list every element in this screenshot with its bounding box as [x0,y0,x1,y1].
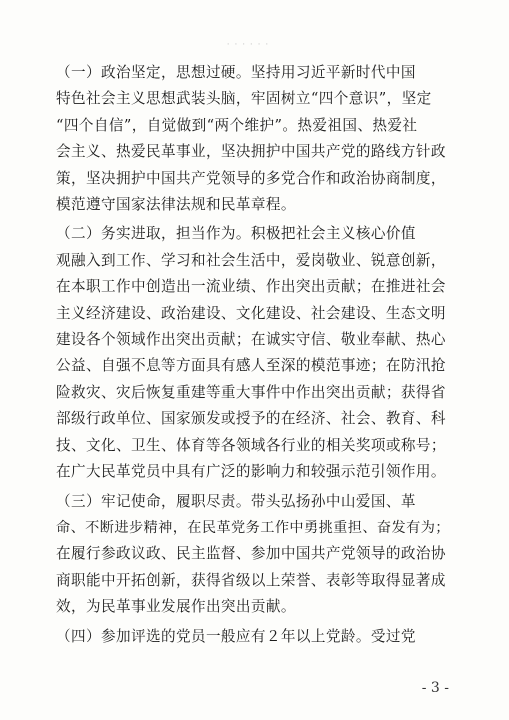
paragraph-line: （三）牢记使命，履职尽责。带头弘扬孙中山爱国、革 [56,492,416,510]
paragraph-line: 效，为民革事业发展作出突出贡献。 [56,598,296,616]
paragraph-line: 商职能中开拓创新，获得省级以上荣誉、表彰等取得显著成 [56,571,446,589]
paragraph-line: 在履行参政议政、民主监督、参加中国共产党领导的政治协 [56,545,446,563]
paragraph-3 [56,489,452,621]
paragraph-line: （二）务实进取，担当作为。积极把社会主义核心价值 [56,225,416,243]
paragraph-line: 险救灾、灾后恢复重建等重大事件中作出突出贡献；获得省 [56,383,446,401]
paragraph-2 [56,221,452,485]
paragraph-line: 模范遵守国家法律法规和民革章程。 [56,196,296,214]
paragraph-line: 策，坚决拥护中国共产党领导的多党合作和政治协商制度， [56,169,446,187]
paragraph-line: 建设各个领域作出突出贡献；在诚实守信、敬业奉献、热心 [56,331,446,349]
paragraph-line: 会主义、热爱民革事业，坚决拥护中国共产党的路线方针政 [56,143,446,161]
paragraph-line: 公益、自强不息等方面具有感人至深的模范事迹；在防汛抢 [56,357,446,375]
paragraph-line: 部级行政单位、国家颁发或授予的在经济、社会、教育、科 [56,410,446,428]
paragraph-line: （四）参加评选的党员一般应有２年以上党龄。受过党 [56,627,416,645]
document-body [56,60,452,653]
paragraph-line: 主义经济建设、政治建设、文化建设、社会建设、生态文明 [56,304,446,322]
page-number: - 3 - [421,680,449,696]
paragraph-line: “四个自信”，自觉做到“两个维护”。热爱祖国、热爱社 [56,116,418,134]
paragraph-1 [56,60,452,218]
paragraph-line: （一）政治坚定，思想过硬。坚持用习近平新时代中国 [56,64,416,81]
paragraph-line: 技、文化、卫生、体育等各领域各行业的相关奖项或称号； [56,436,446,454]
paragraph-line: 观融入到工作、学习和社会生活中，爱岗敬业、锐意创新， [56,251,446,269]
paragraph-line: 特色社会主义思想武装头脑，牢固树立“四个意识”，坚定 [56,90,432,108]
paragraph-4 [56,624,452,650]
paragraph-line: 在广大民革党员中具有广泛的影响力和较强示范引领作用。 [56,463,446,481]
paragraph-line: 在本职工作中创造出一流业绩、作出突出贡献；在推进社会 [56,278,446,296]
paragraph-line: 命、不断进步精神，在民革党务工作中勇挑重担、奋发有为； [56,519,450,536]
faint-header-mark: · · · · · · [226,40,270,50]
